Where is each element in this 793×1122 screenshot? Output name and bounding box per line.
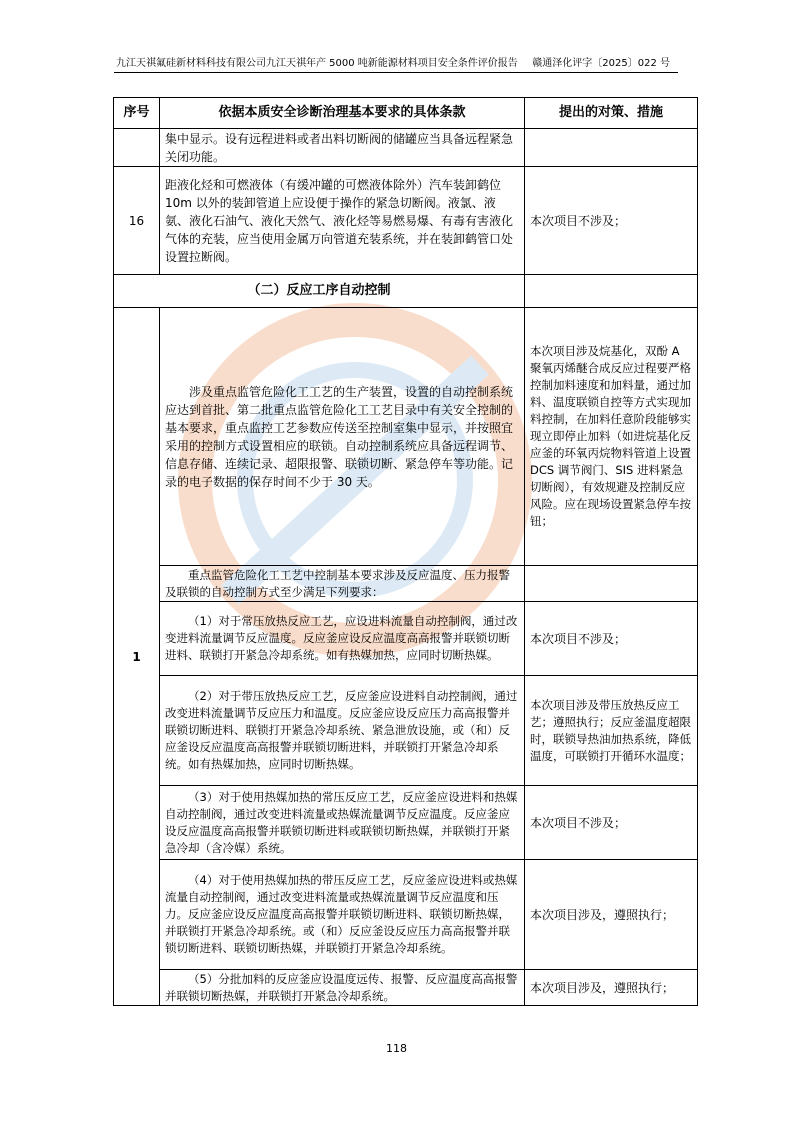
measure-cell: 本次项目涉及烷基化，双酚 A 聚氧丙烯醚合成反应过程要严格控制加料速度和加料量，通过加料、温度联锁自控等方式实现加料控制，在加料任意阶段能够实现立即停止加料（如进烷基化反应釜的环氧丙烷物料管道上设置 DCS 调节阀门、SIS 进料紧急切断阀），有效规避及控制反应风险。应在现场设置紧急停车按钮； xyxy=(525,308,698,566)
measure-cell xyxy=(525,275,698,308)
page-number: 118 xyxy=(386,1042,407,1055)
measure-cell: 本次项目涉及，遵照执行； xyxy=(525,970,698,1006)
basis-cell: （2）对于带压放热反应工艺，反应釜应设进料自动控制阀，通过改变进料流量调节反应压力和温度。反应釜应设反应压力高高报警并联锁切断进料、联锁打开紧急冷却系统、紧急泄放设施，或（和）反应釜设反应温度高高报警并联锁切断进料，并联锁打开紧急冷却系统。如有热媒加热，应同时切断热媒。 xyxy=(160,676,525,786)
table-row xyxy=(114,129,698,167)
row-no-cell: 16 xyxy=(114,167,160,275)
table-row xyxy=(114,308,698,566)
measure-cell: 本次项目不涉及； xyxy=(525,167,698,275)
table-header-row xyxy=(114,98,698,129)
row-no-cell xyxy=(114,129,160,167)
table-row xyxy=(114,786,698,860)
section-title: （二）反应工序自动控制 xyxy=(114,275,525,308)
table-row xyxy=(114,167,698,275)
basis-cell: （4）对于使用热媒加热的带压反应工艺，反应釜应设进料或热媒流量自动控制阀，通过改变进料流量或热媒流量调节反应温度和压力。反应釜应设反应温度高高报警并联锁切断进料、联锁切断热媒，并联锁打开紧急冷却系统。或（和）反应釜设反应压力高高报警并联锁切断进料、联锁切断热媒，并联锁打开紧急冷却系统。 xyxy=(160,860,525,970)
table-row xyxy=(114,602,698,676)
table-row xyxy=(114,860,698,970)
basis-cell: 集中显示。设有远程进料或者出料切断阀的储罐应当具备远程紧急关闭功能。 xyxy=(160,129,525,167)
table-row xyxy=(114,970,698,1006)
measure-cell: 本次项目涉及带压放热反应工艺；遵照执行；反应釜温度超限时，联锁导热油加热系统，降低温度，可联锁打开循环水温度； xyxy=(525,676,698,786)
table-row xyxy=(114,676,698,786)
header-report-title: 九江天祺氟硅新材料科技有限公司九江天祺年产 5000 吨新能源材料项目安全条件评价报告 xyxy=(116,58,518,69)
measure-cell: 本次项目不涉及； xyxy=(525,602,698,676)
measure-cell: 本次项目涉及，遵照执行； xyxy=(525,860,698,970)
basis-cell: （5）分批加料的反应釜应设温度远传、报警、反应温度高高报警并联锁切断热媒，并联锁打开紧急冷却系统。 xyxy=(160,970,525,1006)
page-header xyxy=(116,58,676,70)
table-row xyxy=(114,566,698,602)
basis-cell: 重点监管危险化工工艺中控制基本要求涉及反应温度、压力报警及联锁的自动控制方式至少满足下列要求： xyxy=(160,566,525,602)
basis-cell: （1）对于常压放热反应工艺，应设进料流量自动控制阀，通过改变进料流量调节反应温度。反应釜应设反应温度高高报警并联锁切断进料、联锁打开紧急冷却系统。如有热媒加热，应同时切断热媒。 xyxy=(160,602,525,676)
header-report-number: 赣通泽化评字〔2025〕022 号 xyxy=(532,58,670,69)
basis-cell: 距液化烃和可燃液体（有缓冲罐的可燃液体除外）汽车装卸鹤位 10m 以外的装卸管道上应设便于操作的紧急切断阀。液氯、液氨、液化石油气、液化天然气、液化烃等易燃易爆、有毒有害液化气体的充装，应当使用金属万向管道充装系统，并在装卸鹤管口处设置拉断阀。 xyxy=(160,167,525,275)
col-header-measure: 提出的对策、措施 xyxy=(525,98,698,129)
measure-cell xyxy=(525,129,698,167)
basis-cell: （3）对于使用热媒加热的常压反应工艺，反应釜应设进料和热媒自动控制阀，通过改变进料流量或热媒流量调节反应温度。反应釜应设反应温度高高报警并联锁切断进料或联锁切断热媒，并联锁打开紧急冷却（含冷媒）系统。 xyxy=(160,786,525,860)
row-no-cell: 1 xyxy=(114,308,160,1006)
measure-cell: 本次项目不涉及； xyxy=(525,786,698,860)
col-header-basis: 依据本质安全诊断治理基本要求的具体条款 xyxy=(160,98,525,129)
section-row xyxy=(114,275,698,308)
measure-cell xyxy=(525,566,698,602)
safety-measures-table xyxy=(113,97,698,1006)
col-header-no: 序号 xyxy=(114,98,160,129)
header-rule xyxy=(114,72,678,73)
basis-cell: 涉及重点监管危险化工工艺的生产装置，设置的自动控制系统应达到首批、第二批重点监管危险化工工艺目录中有关安全控制的基本要求，重点监控工艺参数应传送至控制室集中显示，并按照宜采用的控制方式设置相应的联锁。自动控制系统应具备远程调节、信息存储、连续记录、超限报警、联锁切断、紧急停车等功能。记录的电子数据的保存时间不少于 30 天。 xyxy=(160,308,525,566)
